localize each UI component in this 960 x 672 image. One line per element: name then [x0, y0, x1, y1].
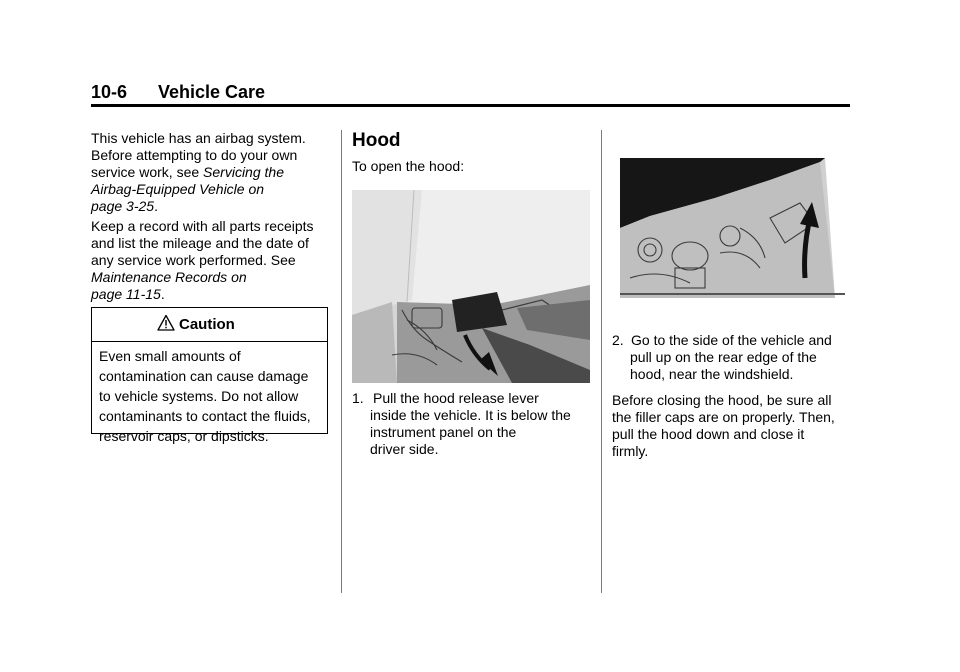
page-title: Vehicle Care [158, 82, 266, 102]
servicing-airbag-link[interactable]: Servicing the [203, 164, 284, 180]
servicing-airbag-page-link[interactable]: page 3-25 [91, 198, 155, 214]
maintenance-records-link[interactable]: Maintenance Records on [91, 269, 247, 285]
caution-box [91, 307, 328, 444]
step-2: 2. Go to the side of the vehicle and pull up on the rear edge of the hood, near the windshield. [612, 332, 832, 382]
caution-header [92, 308, 327, 342]
page-header [91, 82, 850, 106]
caution-triangle-icon [157, 314, 175, 332]
column-divider-left [341, 130, 342, 593]
caution-text: Even small amounts of contamination can cause damage to vehicle systems. Do not allow contaminants to contact the fluids, reservoir caps, or dipsticks. [99, 348, 311, 444]
maintenance-records-page-link[interactable]: page 11-15 [91, 286, 161, 302]
section-heading-hood: Hood [352, 130, 401, 151]
step-1: 1. Pull the hood release lever inside the vehicle. It is below the instrument panel on the driver side. [352, 390, 571, 457]
hood-release-lever-illustration [352, 190, 590, 383]
servicing-airbag-link-cont[interactable]: Airbag-Equipped Vehicle on [91, 181, 265, 197]
section-number: 10-6 [91, 82, 128, 102]
records-paragraph: Keep a record with all parts receipts and list the mileage and the date of any service work performed. See Maintenance Records on page 11-15. [91, 218, 314, 302]
header-rule [91, 104, 850, 107]
closing-paragraph: Before closing the hood, be sure all the filler caps are on properly. Then, pull the hood down and close it firmly. [612, 392, 835, 459]
hood-intro: To open the hood: [352, 158, 465, 174]
airbag-paragraph: This vehicle has an airbag system. Before attempting to do your own service work, see Servicing the Airbag-Equipped Vehicle on page 3-25. [91, 130, 306, 214]
caution-title: Caution [179, 316, 235, 333]
column-divider-right [601, 130, 602, 593]
hood-open-illustration [620, 158, 845, 298]
